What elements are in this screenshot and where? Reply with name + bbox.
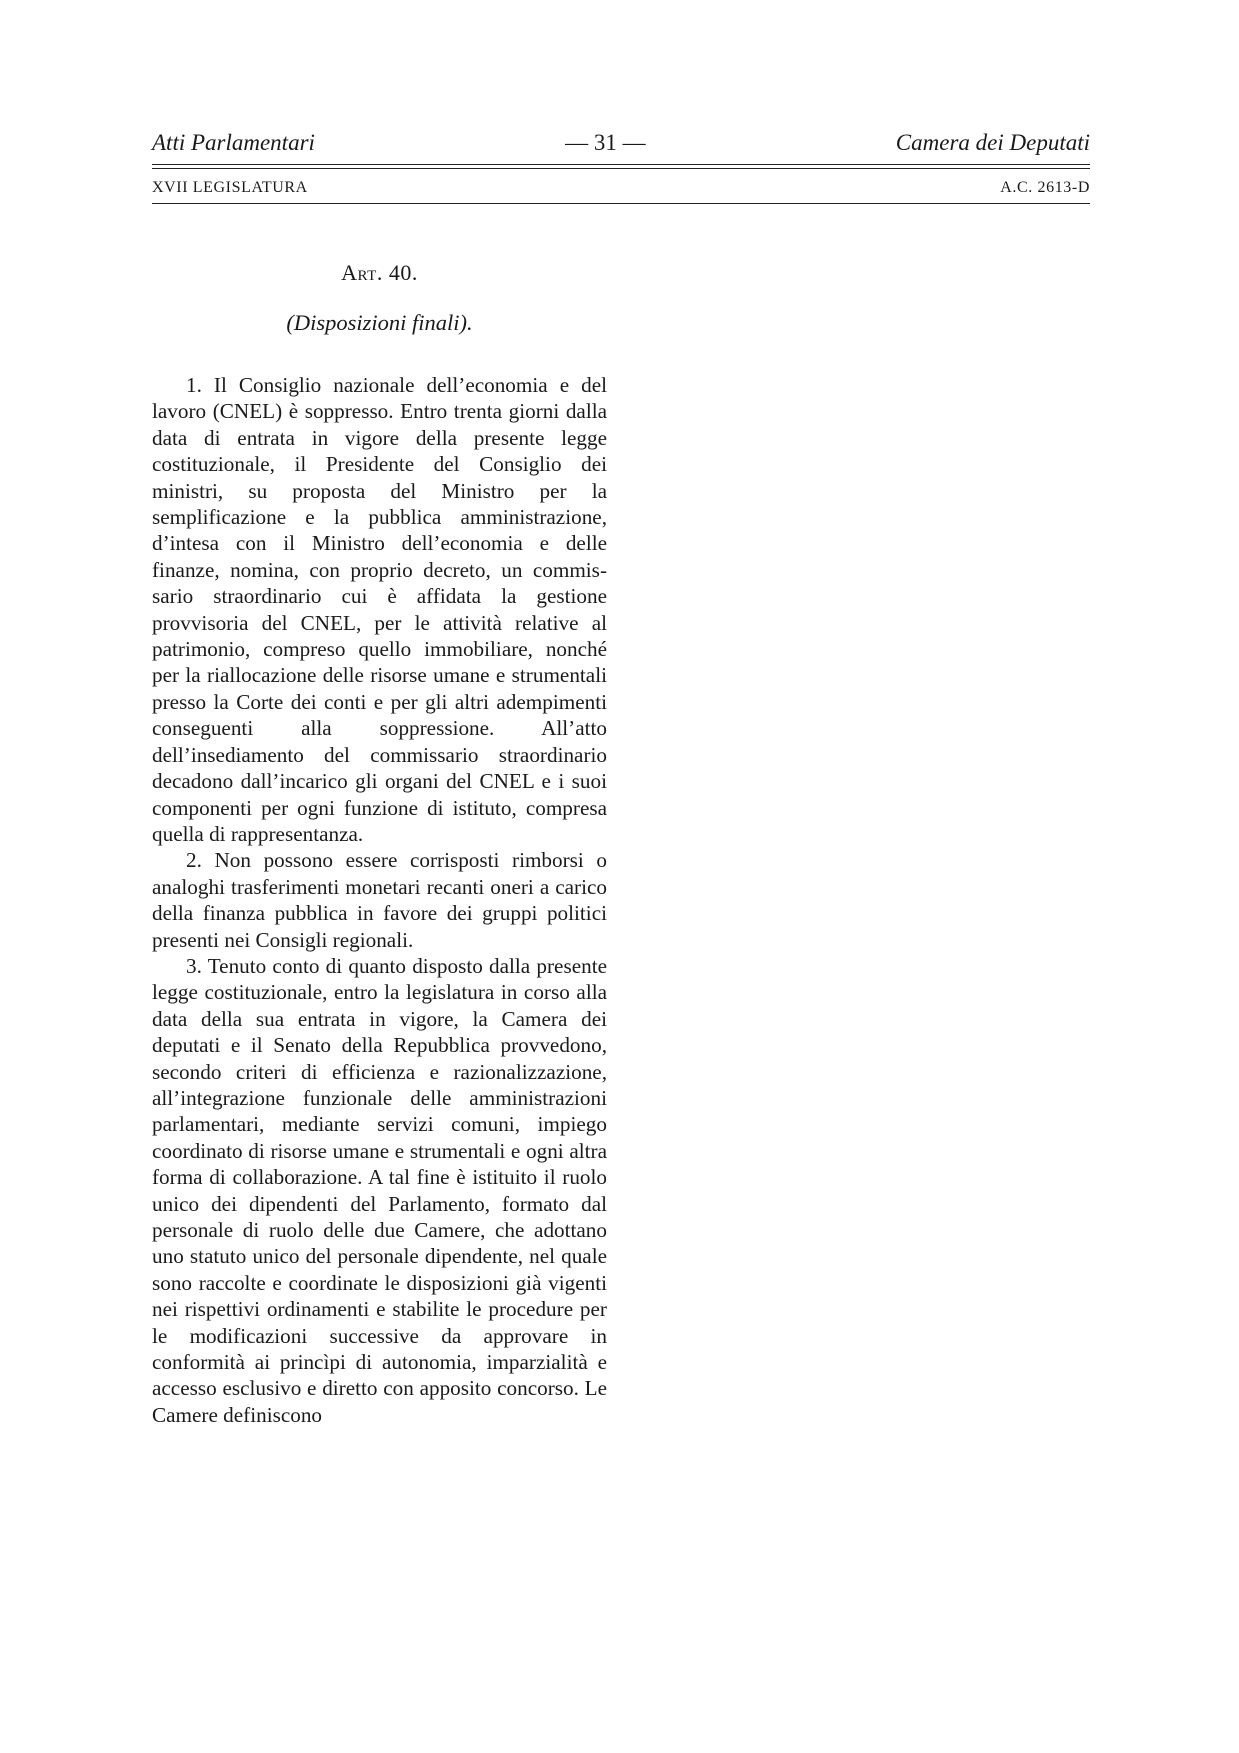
article-title: (Disposizioni finali). — [286, 310, 473, 335]
running-header — [152, 130, 1090, 156]
document-code: A.C. 2613-D — [1000, 179, 1090, 196]
article-number: 40. — [388, 260, 418, 285]
header-chamber: Camera dei Deputati — [895, 130, 1090, 155]
legislature-label: XVII LEGISLATURA — [152, 179, 308, 196]
paragraph-2: 2. Non possono essere corrisposti rimborsi o analoghi trasferimenti monetari recanti oneri a carico della finanza pubblica in favore dei gruppi politici presenti nei Consigli regionali. — [152, 848, 607, 952]
article-heading — [152, 260, 607, 286]
sub-header — [152, 179, 1090, 197]
article-body — [152, 372, 607, 1428]
page-number: — 31 — — [565, 130, 646, 155]
paragraph-1: 1. Il Consiglio nazionale dell’economia e del lavoro (CNEL) è soppresso. Entro trenta giorni dalla data di entrata in vigore della presente legge costituzionale, il Presidente del Consiglio dei ministri, su proposta del Ministro per la semplificazione e la pubblica amministrazione, d’intesa con il Ministro dell’economia e delle finanze, nomina, con proprio decreto, un commissario straordinario cui è affidata la gestione provvisoria del CNEL, per le attività relative al patrimonio, compreso quello immobiliare, nonché per la riallocazione delle risorse umane e strumentali presso la Corte dei conti e per gli altri adempimenti conseguenti alla soppressione. All’atto dell’insediamento del commissario straordinario decadono dall’incarico gli organi del CNEL e i suoi componenti per ogni funzione di istituto, compresa quella di rappresentanza. — [152, 373, 607, 846]
header-rule-bottom — [152, 203, 1090, 204]
paragraph-3: 3. Tenuto conto di quanto disposto dalla presente legge costituzionale, entro la legislatura in corso alla data della sua entrata in vigore, la Camera dei deputati e il Senato della Repubblica provvedono, secondo criteri di efficienza e razionalizzazione, all’integrazione funzionale delle amministrazioni parlamentari, mediante servizi comuni, impiego coordinato di risorse umane e strumentali e ogni altra forma di collaborazione. A tal fine è istituito il ruolo unico dei dipendenti del Parlamento, formato dal personale di ruolo delle due Camere, che adottano uno statuto unico del personale dipendente, nel quale sono raccolte e coordinate le disposizioni già vigenti nei rispettivi ordinamenti e stabilite le procedure per le modificazioni successive da approvare in conformità ai princìpi di autonomia, imparzialità e accesso esclusivo e diretto con apposito concorso. Le Camere definiscono — [152, 953, 607, 1427]
header-publication: Atti Parlamentari — [152, 130, 315, 155]
header-rule-top-second — [152, 168, 1090, 169]
header-rule-top — [152, 164, 1090, 165]
article-prefix: Art. — [341, 260, 383, 285]
